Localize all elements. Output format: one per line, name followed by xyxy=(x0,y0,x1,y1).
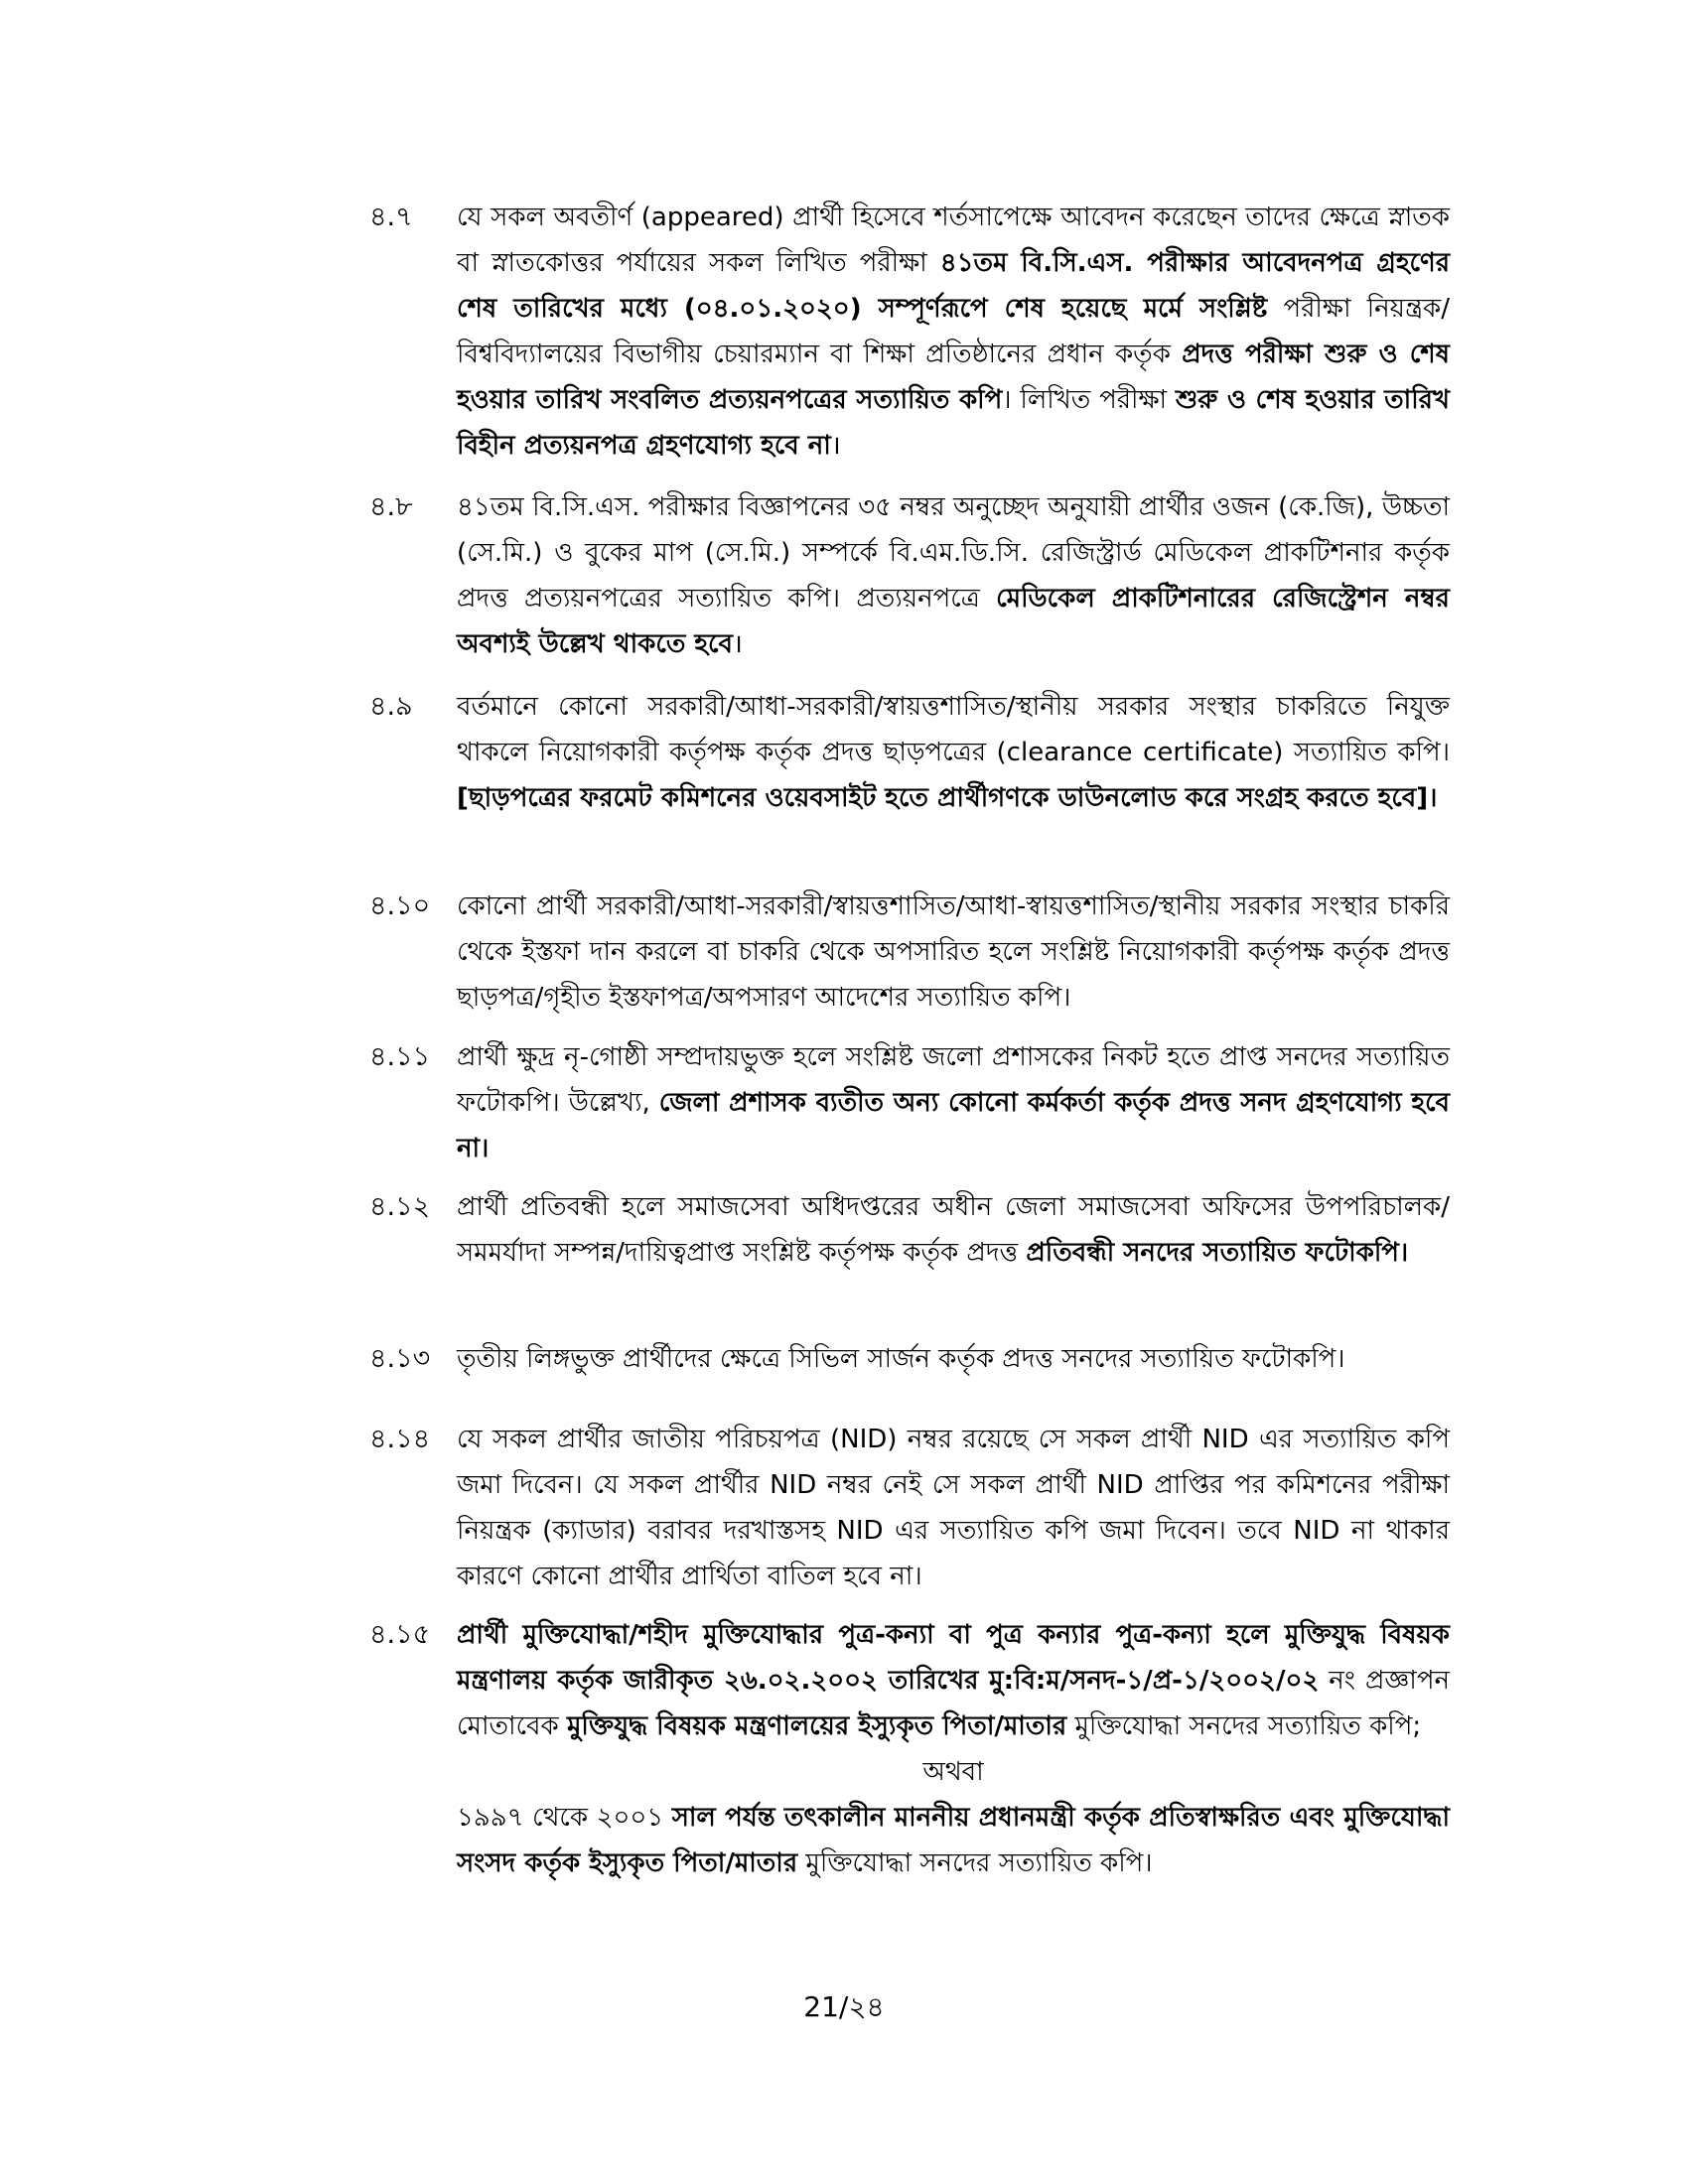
item-number: ৪.১৫ xyxy=(369,1619,431,1650)
item-text: তৃতীয় লিঙ্গভুক্ত প্রার্থীদের ক্ষেত্রে সিভিল সার্জন কর্তৃক প্রদত্ত সনদের সত্যায়িত ফটোকপি। xyxy=(457,1344,1345,1374)
item-text: প্রার্থী ক্ষুদ্র নৃ-গোষ্ঠী সম্প্রদায়ভুক্ত হলে সংশ্লিষ্ট জলো প্রশাসকের নিকট হতে প্রাপ্ত সনদের সত্যায়িত ফটোকপি। উল্লেখ্য, জেলা প্রশাসক ব্যতীত অন্য কোনো কর্মকর্তা কর্তৃক প্রদত্ত সনদ গ্রহণযোগ্য হবে না। xyxy=(457,1042,1450,1163)
item-number: ৪.১৪ xyxy=(369,1424,431,1454)
item-number: ৪.৯ xyxy=(369,691,413,722)
item-text: বর্তমানে কোনো সরকারী/আধা-সরকারী/স্বায়ত্তশাসিত/স্থানীয় সরকার সংস্থার চাকরিতে নিযুক্ত থাকলে নিয়োগকারী কর্তৃপক্ষ কর্তৃক প্রদত্ত ছাড়পত্রের (clearance certificate) সত্যায়িত কপি। [ছাড়পত্রের ফরমেট কমিশনের ওয়েবসাইট হতে প্রার্থীগণকে ডাউনলোড করে সংগ্রহ করতে হবে]। xyxy=(457,692,1450,813)
item-number: ৪.১০ xyxy=(369,890,431,921)
item-number: ৪.৭ xyxy=(369,202,413,232)
item-text: যে সকল অবতীর্ণ (appeared) প্রার্থী হিসেবে শর্তসাপেক্ষে আবেদন করেছেন তাদের ক্ষেত্রে স্নাতক বা স্নাতকোত্তর পর্যায়ের সকল লিখিত পরীক্ষা ৪১তম বি.সি.এস. পরীক্ষার আবেদনপত্র গ্রহণের শেষ তারিখের মধ্যে (০৪.০১.২০২০) সম্পূর্ণরূপে শেষ হয়েছে মর্মে সংশ্লিষ্ট পরীক্ষা নিয়ন্ত্রক/বিশ্ববিদ্যালয়ের বিভাগীয় চেয়ারম্যান বা শিক্ষা প্রতিষ্ঠানের প্রধান কর্তৃক প্রদত্ত পরীক্ষা শুরু ও শেষ হওয়ার তারিখ সংবলিত প্রত্যয়নপত্রের সত্যায়িত কপি। লিখিত পরীক্ষা শুরু ও শেষ হওয়ার তারিখ বিহীন প্রত্যয়নপত্র গ্রহণযোগ্য হবে না। xyxy=(457,203,1451,461)
page-number: 21/২৪ xyxy=(803,1990,885,2023)
item-number: ৪.৮ xyxy=(369,491,413,522)
item-text: যে সকল প্রার্থীর জাতীয় পরিচয়পত্র (NID) নম্বর রয়েছে সে সকল প্রার্থী NID এর সত্যায়িত কপি জমা দিবেন। যে সকল প্রার্থীর NID নম্বর নেই সে সকল প্রার্থী NID প্রাপ্তির পর কমিশনের পরীক্ষা নিয়ন্ত্রক (ক্যাডার) বরাবর দরখাস্তসহ NID এর সত্যায়িত কপি জমা দিবেন। তবে NID না থাকার কারণে কোনো প্রার্থীর প্রার্থিতা বাতিল হবে না। xyxy=(457,1425,1450,1591)
item-number: ৪.১২ xyxy=(369,1191,431,1222)
item-text: কোনো প্রার্থী সরকারী/আধা-সরকারী/স্বায়ত্তশাসিত/আধা-স্বায়ত্তশাসিত/স্থানীয় সরকার সংস্থার চাকরি থেকে ইস্তফা দান করলে বা চাকরি থেকে অপসারিত হলে সংশ্লিষ্ট নিয়োগকারী কর্তৃপক্ষ কর্তৃক প্রদত্ত ছাড়পত্র/গৃহীত ইস্তফাপত্র/অপসারণ আদেশের সত্যায়িত কপি। xyxy=(457,891,1450,1013)
or-separator: অথবা xyxy=(922,1757,984,1787)
item-text: ৪১তম বি.সি.এস. পরীক্ষার বিজ্ঞাপনের ৩৫ নম্বর অনুচ্ছেদ অনুযায়ী প্রার্থীর ওজন (কে.জি), উচ্চতা (সে.মি.) ও বুকের মাপ (সে.মি.) সম্পর্কে বি.এম.ডি.সি. রেজিস্ট্রার্ড মেডিকেল প্রাকটিশনার কর্তৃক প্রদত্ত প্রত্যয়নপত্রের সত্যায়িত কপি। প্রত্যয়নপত্রে মেডিকেল প্রাকটিশনারের রেজিস্ট্রেশন নম্বর অবশ্যই উল্লেখ থাকতে হবে। xyxy=(457,492,1450,659)
alternative-paragraph: ১৯৯৭ থেকে ২০০১ সাল পর্যন্ত তৎকালীন মাননীয় প্রধানমন্ত্রী কর্তৃক প্রতিস্বাক্ষরিত এবং মুক্তিযোদ্ধা সংসদ কর্তৃক ইস্যুকৃত পিতা/মাতার মুক্তিযোদ্ধা সনদের সত্যায়িত কপি। xyxy=(457,1803,1450,1878)
item-text: প্রার্থী মুক্তিযোদ্ধা/শহীদ মুক্তিযোদ্ধার পুত্র-কন্যা বা পুত্র কন্যার পুত্র-কন্যা হলে মুক্তিযুদ্ধ বিষয়ক মন্ত্রণালয় কর্তৃক জারীকৃত ২৬.০২.২০০২ তারিখের মু:বি:ম/সনদ-১/প্র-১/২০০২/০২ নং প্রজ্ঞাপন মোতাবেক মুক্তিযুদ্ধ বিষয়ক মন্ত্রণালয়ের ইস্যুকৃত পিতা/মাতার মুক্তিযোদ্ধা সনদের সত্যায়িত কপি; অথবা ১৯৯৭ থেকে ২০০১ সাল পর্যন্ত তৎকালীন মাননীয় প্রধানমন্ত্রী কর্তৃক প্রতিস্বাক্ষরিত এবং মুক্তিযোদ্ধা সংসদ কর্তৃক ইস্যুকৃত পিতা/মাতার মুক্তিযোদ্ধা সনদের সত্যায়িত কপি। xyxy=(457,1612,1450,1886)
item-number: ৪.১১ xyxy=(369,1041,431,1072)
item-text: প্রার্থী প্রতিবন্ধী হলে সমাজসেবা অধিদপ্তরের অধীন জেলা সমাজসেবা অফিসের উপপরিচালক/সমমর্যাদা সম্পন্ন/দায়িত্বপ্রাপ্ত সংশ্লিষ্ট কর্তৃপক্ষ কর্তৃক প্রদত্ত প্রতিবন্ধী সনদের সত্যায়িত ফটোকপি। xyxy=(457,1192,1450,1268)
item-number: ৪.১৩ xyxy=(369,1343,431,1374)
